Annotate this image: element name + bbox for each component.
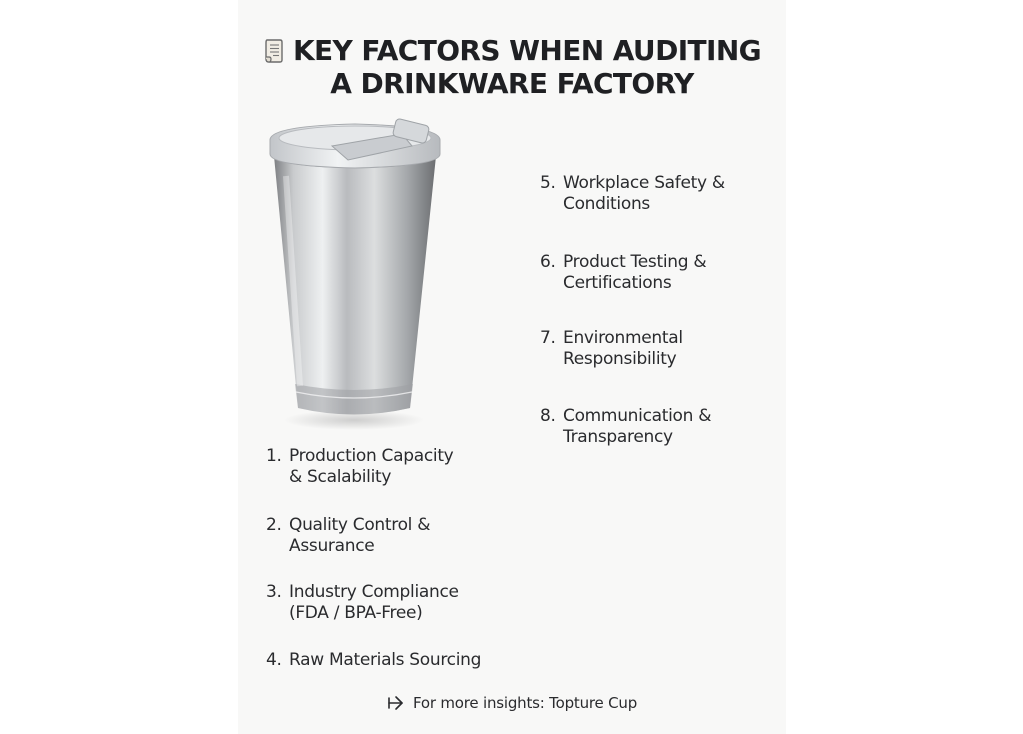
factor-number: 7. <box>540 328 556 348</box>
factor-label-line-1: Raw Materials Sourcing <box>289 650 482 670</box>
factor-label-line-1: Communication & <box>563 406 712 426</box>
factor-label-line-1: Product Testing & <box>563 252 707 272</box>
factor-label-line-2: Certifications <box>563 273 672 293</box>
factor-item-2 <box>266 515 496 557</box>
title-line-1 <box>238 34 786 67</box>
factor-label-line-2: Conditions <box>563 194 650 214</box>
factor-item-5 <box>540 173 770 215</box>
factor-label-line-1: Environmental <box>563 328 683 348</box>
factor-label-line-2: & Scalability <box>289 467 392 487</box>
factor-item-1 <box>266 446 496 488</box>
factor-item-4 <box>266 650 526 671</box>
factor-item-3 <box>266 582 496 624</box>
factor-number: 8. <box>540 406 556 426</box>
factor-label-line-1: Industry Compliance <box>289 582 459 602</box>
factor-number: 1. <box>266 446 282 466</box>
factor-item-8 <box>540 406 770 448</box>
factor-label-line-1: Production Capacity <box>289 446 454 466</box>
factor-label-line-2: Transparency <box>563 427 673 447</box>
factor-label-line-2: Assurance <box>289 536 375 556</box>
tumbler-image <box>262 116 452 434</box>
title-text-1: KEY FACTORS WHEN AUDITING <box>292 34 762 67</box>
factor-label-line-2: (FDA / BPA-Free) <box>289 603 423 623</box>
title-line-2: A DRINKWARE FACTORY <box>330 67 694 100</box>
factor-item-7 <box>540 328 770 370</box>
factor-number: 4. <box>266 650 282 670</box>
page-title <box>238 34 786 100</box>
factor-item-6 <box>540 252 770 294</box>
arrow-right-icon <box>387 695 405 711</box>
footer-text: For more insights: Topture Cup <box>412 694 638 712</box>
scroll-note-icon <box>263 38 285 64</box>
factor-label-line-1: Workplace Safety & <box>563 173 725 193</box>
factor-label-line-1: Quality Control & <box>289 515 431 535</box>
factor-number: 2. <box>266 515 282 535</box>
factor-label-line-2: Responsibility <box>563 349 677 369</box>
footer-note <box>238 693 786 713</box>
factor-number: 6. <box>540 252 556 272</box>
factor-number: 3. <box>266 582 282 602</box>
factor-number: 5. <box>540 173 556 193</box>
